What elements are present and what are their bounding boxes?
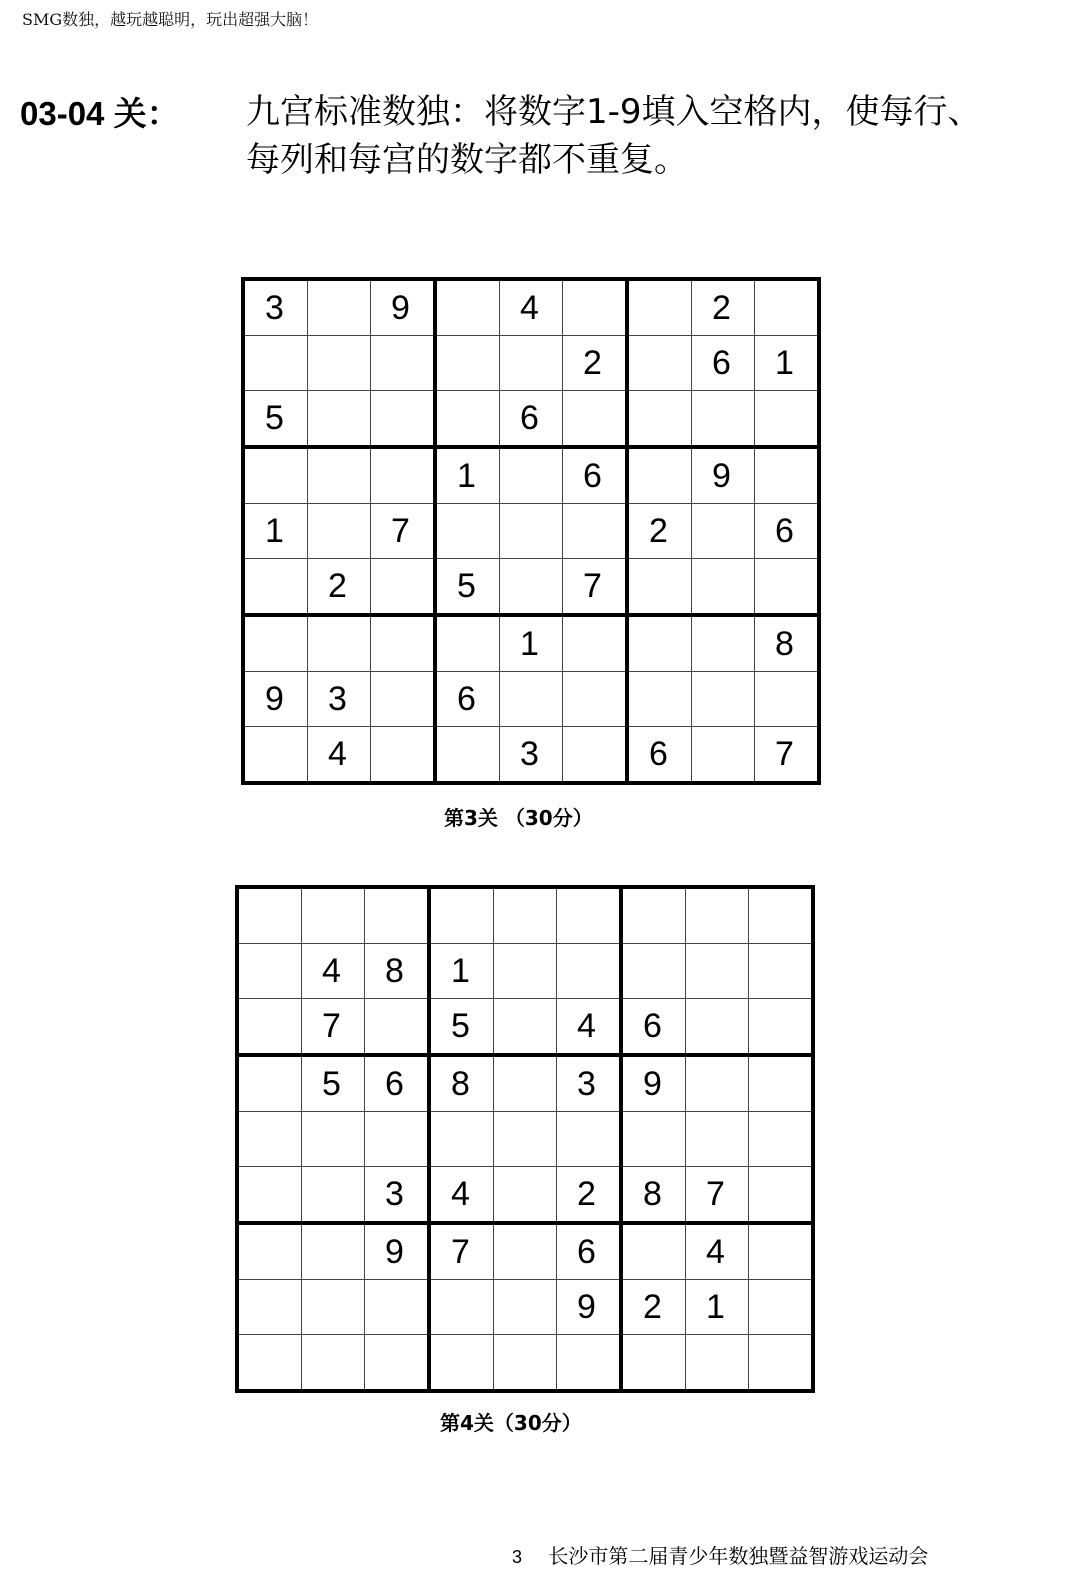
grid-cell[interactable]	[621, 1112, 686, 1167]
grid-cell[interactable]	[237, 1055, 302, 1112]
grid-cell[interactable]	[237, 1335, 302, 1392]
grid-cell[interactable]	[237, 944, 302, 999]
grid-cell[interactable]	[749, 999, 814, 1056]
grid-cell[interactable]	[371, 672, 436, 727]
grid-cell	[557, 999, 622, 1056]
grid-cell[interactable]	[557, 887, 622, 944]
page-number: 3	[512, 1547, 523, 1567]
grid-cell[interactable]	[494, 944, 557, 999]
grid-cell	[429, 944, 494, 999]
cell-digit: 5	[265, 399, 284, 437]
grid-cell	[500, 391, 563, 448]
grid-row	[243, 504, 819, 559]
cell-digit: 8	[643, 1175, 662, 1213]
grid-cell[interactable]	[627, 559, 692, 616]
cell-digit: 3	[385, 1175, 404, 1213]
grid-cell[interactable]	[692, 615, 755, 672]
grid-cell[interactable]	[692, 727, 755, 784]
footer	[512, 1540, 928, 1569]
grid-cell[interactable]	[308, 279, 371, 336]
grid-cell	[243, 391, 308, 448]
cell-digit: 9	[577, 1288, 596, 1326]
grid-cell[interactable]	[237, 1112, 302, 1167]
grid-cell[interactable]	[435, 504, 500, 559]
grid-cell	[621, 1055, 686, 1112]
grid-cell[interactable]	[563, 672, 628, 727]
event-name: 长沙市第二届青少年数独暨益智游戏运动会	[548, 1544, 929, 1568]
grid-cell[interactable]	[500, 504, 563, 559]
sudoku-grid-level-3	[241, 277, 821, 785]
grid-cell[interactable]	[237, 1223, 302, 1280]
grid-cell	[429, 999, 494, 1056]
grid-cell[interactable]	[494, 1280, 557, 1335]
grid-cell[interactable]	[243, 447, 308, 504]
grid-cell[interactable]	[308, 391, 371, 448]
grid-cell	[563, 559, 628, 616]
grid-cell[interactable]	[308, 447, 371, 504]
grid-cell[interactable]	[237, 1280, 302, 1335]
grid-row	[237, 1280, 813, 1335]
grid-cell[interactable]	[627, 336, 692, 391]
grid-cell[interactable]	[494, 887, 557, 944]
grid-cell[interactable]	[429, 1280, 494, 1335]
grid-row	[243, 727, 819, 784]
cell-digit: 4	[706, 1233, 725, 1271]
grid-cell[interactable]	[302, 1112, 365, 1167]
grid-cell	[243, 504, 308, 559]
grid-cell[interactable]	[371, 615, 436, 672]
grid-cell	[243, 279, 308, 336]
grid-cell[interactable]	[237, 887, 302, 944]
grid-cell[interactable]	[749, 1167, 814, 1224]
grid-row	[237, 1223, 813, 1280]
grid-cell[interactable]	[494, 1223, 557, 1280]
cell-digit: 9	[265, 680, 284, 718]
cell-digit: 6	[649, 735, 668, 773]
grid-cell[interactable]	[557, 944, 622, 999]
cell-digit: 6	[385, 1065, 404, 1103]
grid-cell	[557, 1055, 622, 1112]
grid-cell[interactable]	[494, 1112, 557, 1167]
grid-cell	[500, 727, 563, 784]
cell-digit: 5	[457, 567, 476, 605]
grid-cell[interactable]	[563, 279, 628, 336]
grid-cell[interactable]	[686, 1055, 749, 1112]
grid-cell	[692, 279, 755, 336]
grid-cell[interactable]	[749, 944, 814, 999]
grid-cell[interactable]	[627, 615, 692, 672]
grid-row	[243, 672, 819, 727]
grid-cell	[435, 672, 500, 727]
grid-cell	[302, 944, 365, 999]
grid-cell[interactable]	[749, 1055, 814, 1112]
grid-cell[interactable]	[435, 279, 500, 336]
grid-cell	[365, 1223, 430, 1280]
grid-cell	[435, 559, 500, 616]
grid-cell[interactable]	[621, 1335, 686, 1392]
cell-digit: 7	[322, 1007, 341, 1045]
grid-row	[243, 559, 819, 616]
cell-digit: 2	[712, 289, 731, 327]
grid-cell	[429, 1055, 494, 1112]
grid-row	[243, 391, 819, 448]
grid-cell[interactable]	[302, 1223, 365, 1280]
sudoku-grid-level-4	[235, 885, 815, 1393]
grid-row	[243, 447, 819, 504]
grid-cell[interactable]	[563, 727, 628, 784]
cell-digit: 2	[583, 344, 602, 382]
grid-cell[interactable]	[621, 944, 686, 999]
grid-cell[interactable]	[302, 1167, 365, 1224]
cell-digit: 1	[775, 344, 794, 382]
grid-cell	[557, 1167, 622, 1224]
grid-cell[interactable]	[627, 672, 692, 727]
grid-cell[interactable]	[494, 1167, 557, 1224]
grid-cell	[692, 447, 755, 504]
grid-cell[interactable]	[686, 1335, 749, 1392]
grid-cell[interactable]	[749, 887, 814, 944]
grid-cell	[500, 279, 563, 336]
grid-cell[interactable]	[686, 999, 749, 1056]
cell-digit: 3	[520, 735, 539, 773]
grid-cell	[243, 672, 308, 727]
grid-cell	[755, 336, 820, 391]
grid-cell[interactable]	[371, 391, 436, 448]
grid-cell[interactable]	[500, 336, 563, 391]
grid-cell[interactable]	[621, 887, 686, 944]
cell-digit: 7	[451, 1233, 470, 1271]
grid-cell	[621, 999, 686, 1056]
cell-digit: 8	[385, 952, 404, 990]
grid-cell[interactable]	[371, 559, 436, 616]
grid-cell	[563, 336, 628, 391]
grid-row	[243, 336, 819, 391]
cell-digit: 2	[643, 1288, 662, 1326]
cell-digit: 4	[322, 952, 341, 990]
cell-digit: 5	[322, 1065, 341, 1103]
grid-cell	[365, 1055, 430, 1112]
grid-cell[interactable]	[365, 999, 430, 1056]
grid-cell[interactable]	[365, 1335, 430, 1392]
grid-cell[interactable]	[686, 944, 749, 999]
grid-cell[interactable]	[435, 615, 500, 672]
grid-cell[interactable]	[237, 999, 302, 1056]
grid-cell[interactable]	[500, 447, 563, 504]
cell-digit: 1	[520, 625, 539, 663]
grid-row	[237, 1055, 813, 1112]
grid-cell[interactable]	[692, 672, 755, 727]
cell-digit: 6	[520, 399, 539, 437]
grid-cell	[429, 1167, 494, 1224]
grid-cell[interactable]	[365, 887, 430, 944]
grid-cell	[308, 727, 371, 784]
cell-digit: 7	[391, 512, 410, 550]
grid-cell[interactable]	[302, 1335, 365, 1392]
grid-row	[237, 1112, 813, 1167]
grid-cell[interactable]	[494, 1335, 557, 1392]
grid-cell[interactable]	[755, 559, 820, 616]
grid-cell[interactable]	[243, 559, 308, 616]
grid-cell[interactable]	[302, 1280, 365, 1335]
cell-digit: 1	[265, 512, 284, 550]
grid-cell[interactable]	[563, 391, 628, 448]
grid-cell	[755, 615, 820, 672]
grid-cell[interactable]	[749, 1335, 814, 1392]
grid-cell[interactable]	[500, 559, 563, 616]
header-note: SMG数独，越玩越聪明，玩出超强大脑！	[22, 10, 319, 29]
grid-cell[interactable]	[749, 1112, 814, 1167]
grid-row	[237, 944, 813, 999]
instructions: 九宫标准数独：将数字1-9填入空格内，使每行、 每列和每宫的数字都不重复。	[246, 92, 982, 180]
grid-cell[interactable]	[563, 615, 628, 672]
grid-cell[interactable]	[237, 1167, 302, 1224]
grid-cell[interactable]	[686, 1112, 749, 1167]
grid-cell[interactable]	[686, 887, 749, 944]
grid-cell	[308, 672, 371, 727]
grid-cell[interactable]	[365, 1280, 430, 1335]
grid-cell	[435, 447, 500, 504]
grid-cell[interactable]	[494, 999, 557, 1056]
grid-cell[interactable]	[429, 1112, 494, 1167]
cell-digit: 6	[775, 512, 794, 550]
grid-cell[interactable]	[755, 447, 820, 504]
cell-digit: 6	[457, 680, 476, 718]
cell-digit: 1	[706, 1288, 725, 1326]
grid-cell	[755, 504, 820, 559]
grid-cell	[429, 1223, 494, 1280]
grid-cell	[557, 1223, 622, 1280]
grid-cell[interactable]	[627, 447, 692, 504]
grid-cell[interactable]	[627, 279, 692, 336]
grid-cell[interactable]	[365, 1112, 430, 1167]
grid-cell	[557, 1280, 622, 1335]
grid-cell[interactable]	[500, 672, 563, 727]
cell-digit: 6	[577, 1233, 596, 1271]
grid-cell[interactable]	[243, 336, 308, 391]
grid-cell	[308, 559, 371, 616]
cell-digit: 5	[451, 1007, 470, 1045]
grid-row	[237, 887, 813, 944]
level-code: 03-04 关：	[20, 95, 180, 132]
grid-row	[237, 999, 813, 1056]
cell-digit: 7	[583, 567, 602, 605]
grid-cell[interactable]	[371, 447, 436, 504]
cell-digit: 3	[577, 1065, 596, 1103]
cell-digit: 8	[775, 625, 794, 663]
grid-cell[interactable]	[308, 504, 371, 559]
grid-cell[interactable]	[563, 504, 628, 559]
cell-digit: 4	[328, 735, 347, 773]
grid-cell	[627, 727, 692, 784]
grid-row	[237, 1167, 813, 1224]
cell-digit: 9	[712, 457, 731, 495]
grid-cell[interactable]	[371, 727, 436, 784]
grid-cell[interactable]	[627, 391, 692, 448]
cell-digit: 4	[451, 1175, 470, 1213]
cell-digit: 9	[385, 1233, 404, 1271]
grid-cell[interactable]	[749, 1223, 814, 1280]
grid-cell[interactable]	[302, 887, 365, 944]
grid-cell[interactable]	[755, 391, 820, 448]
grid-cell[interactable]	[429, 887, 494, 944]
grid-cell[interactable]	[755, 279, 820, 336]
grid-cell[interactable]	[308, 336, 371, 391]
cell-digit: 4	[520, 289, 539, 327]
level-4-caption: 第4关（30分）	[440, 1411, 582, 1435]
cell-digit: 1	[451, 952, 470, 990]
grid-cell[interactable]	[557, 1112, 622, 1167]
grid-cell[interactable]	[692, 504, 755, 559]
level-3-caption: 第3关 （30分）	[444, 806, 593, 830]
cell-digit: 8	[451, 1065, 470, 1103]
cell-digit: 1	[457, 457, 476, 495]
cell-digit: 3	[265, 289, 284, 327]
grid-cell	[365, 1167, 430, 1224]
grid-cell	[621, 1167, 686, 1224]
grid-cell[interactable]	[692, 391, 755, 448]
grid-cell	[686, 1223, 749, 1280]
grid-cell[interactable]	[621, 1223, 686, 1280]
grid-cell	[500, 615, 563, 672]
grid-cell[interactable]	[243, 727, 308, 784]
grid-cell[interactable]	[435, 336, 500, 391]
grid-cell	[621, 1280, 686, 1335]
grid-cell	[371, 504, 436, 559]
grid-cell[interactable]	[371, 336, 436, 391]
cell-digit: 6	[643, 1007, 662, 1045]
grid-row	[243, 279, 819, 336]
cell-digit: 2	[577, 1175, 596, 1213]
grid-cell	[686, 1280, 749, 1335]
grid-row	[237, 1335, 813, 1392]
grid-cell[interactable]	[692, 559, 755, 616]
cell-digit: 2	[328, 567, 347, 605]
cell-digit: 7	[706, 1175, 725, 1213]
grid-cell[interactable]	[755, 672, 820, 727]
grid-cell[interactable]	[435, 727, 500, 784]
grid-cell[interactable]	[308, 615, 371, 672]
grid-cell[interactable]	[243, 615, 308, 672]
grid-cell[interactable]	[429, 1335, 494, 1392]
grid-row	[243, 615, 819, 672]
grid-cell	[692, 336, 755, 391]
grid-cell[interactable]	[435, 391, 500, 448]
grid-cell[interactable]	[557, 1335, 622, 1392]
grid-cell	[755, 727, 820, 784]
cell-digit: 7	[775, 735, 794, 773]
cell-digit: 3	[328, 680, 347, 718]
grid-cell	[627, 504, 692, 559]
grid-cell	[302, 1055, 365, 1112]
grid-cell	[686, 1167, 749, 1224]
grid-cell	[302, 999, 365, 1056]
grid-cell[interactable]	[749, 1280, 814, 1335]
cell-digit: 2	[649, 512, 668, 550]
cell-digit: 4	[577, 1007, 596, 1045]
grid-cell	[365, 944, 430, 999]
cell-digit: 6	[712, 344, 731, 382]
grid-cell	[563, 447, 628, 504]
cell-digit: 9	[643, 1065, 662, 1103]
grid-cell[interactable]	[494, 1055, 557, 1112]
cell-digit: 6	[583, 457, 602, 495]
grid-cell	[371, 279, 436, 336]
cell-digit: 9	[391, 289, 410, 327]
